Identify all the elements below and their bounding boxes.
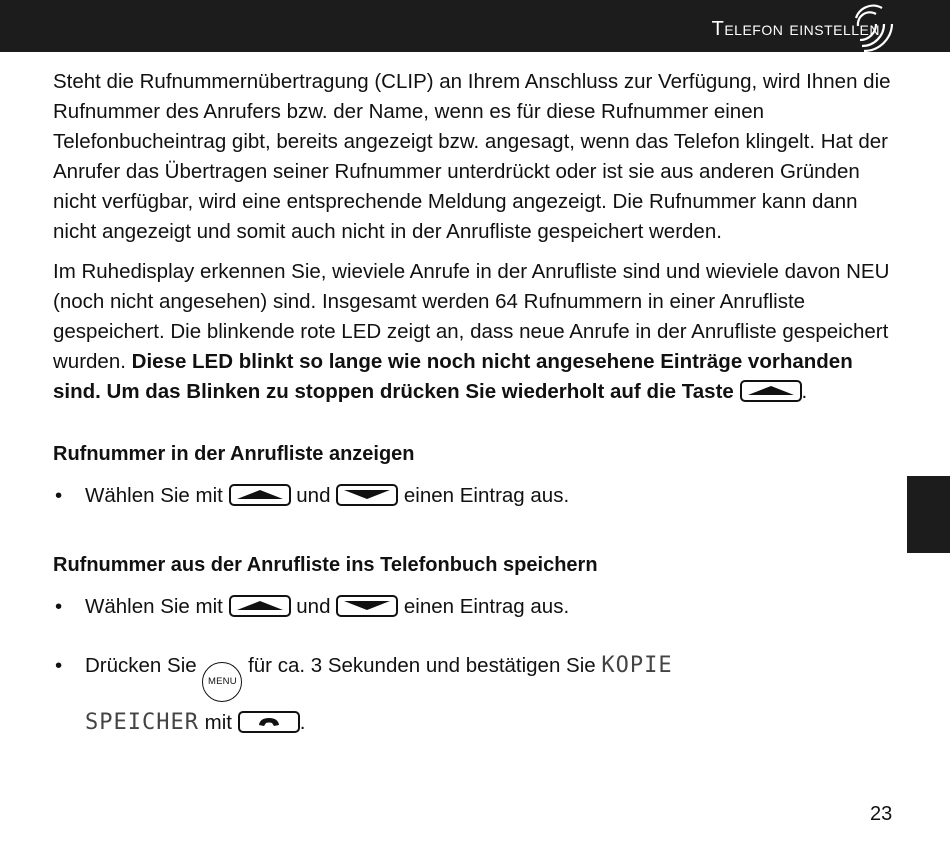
bullet-text-before: Wählen Sie mit xyxy=(85,484,223,507)
bullet-press-menu xyxy=(53,645,898,744)
section-heading-show-list: Rufnummer in der Anrufliste anzeigen xyxy=(53,443,415,465)
chapter-title: Telefon einstellen xyxy=(711,18,880,40)
menu-key-icon: MENU xyxy=(202,662,242,702)
bullet-text-middle: für ca. 3 Sekunden und bestätigen Sie xyxy=(248,654,596,677)
bullet-select-entry xyxy=(53,481,898,511)
concentric-rings-icon xyxy=(852,0,900,52)
bullet-text-after: einen Eintrag aus. xyxy=(403,484,570,507)
up-key-icon xyxy=(229,484,291,506)
lcd-text-speicher: SPEICHER xyxy=(85,710,199,735)
down-key-icon xyxy=(336,595,398,617)
paragraph-call-list-bold: Diese LED blinkt so lange wie noch nicht angesehene Einträge vorhanden sind. Um das Blinken zu stoppen drücken Sie wiederholt auf die Taste xyxy=(53,350,853,403)
page-number: 23 xyxy=(870,803,893,825)
up-key-icon xyxy=(229,595,291,617)
paragraph-clip: Steht die Rufnummernübertragung (CLIP) an Ihrem Anschluss zur Verfügung, wird Ihnen die Rufnummer des Anrufers bzw. der Name, wenn es für diese Rufnummer einen Telefonbucheintrag gibt, bereits angezeigt bzw. angesagt, wenn das Telefon klingelt. Hat der Anrufer das Übertragen seiner Rufnummer unterdrückt oder ist sie aus anderen Gründen nicht verfügbar, wird eine entsprechende Meldung angezeigt. Die Rufnummer kann dann nicht angezeigt und somit auch nicht in der Anrufliste gespeichert werden. xyxy=(53,70,891,243)
bullet-text-before: Wählen Sie mit xyxy=(85,595,223,618)
bullet-text-before: Drücken Sie xyxy=(85,654,197,677)
down-key-icon xyxy=(336,484,398,506)
bullet-text-mit: mit xyxy=(204,711,232,734)
section-heading-save-to-phonebook: Rufnummer aus der Anrufliste ins Telefonbuch speichern xyxy=(53,554,598,576)
lcd-text-kopie: KOPIE xyxy=(601,653,673,678)
page-content xyxy=(53,67,898,744)
bullet-dot: • xyxy=(55,595,63,618)
phone-key-icon xyxy=(238,711,300,733)
bullet-text-middle: und xyxy=(296,484,331,507)
bullet-dot: • xyxy=(55,484,63,507)
paragraph-call-list-text: Im Ruhedisplay erkennen Sie, wieviele Anrufe in der Anrufliste sind und wieviele davon NEU (noch nicht angesehen) sind. Insgesamt werden 64 Rufnummern in einer Anrufliste gespeichert. Die blinkende rote LED zeigt an, dass neue Anrufe in der Anrufliste gespeichert wurden. xyxy=(53,260,890,373)
bullet-text-end: . xyxy=(299,711,306,734)
bullet-select-entry xyxy=(53,592,898,622)
paragraph-call-list xyxy=(53,257,898,407)
paragraph-call-list-end: . xyxy=(801,380,808,403)
bullet-dot: • xyxy=(55,654,63,677)
bullet-text-after: einen Eintrag aus. xyxy=(403,595,570,618)
up-key-icon xyxy=(740,380,802,402)
bullet-text-middle: und xyxy=(296,595,331,618)
chapter-side-tab xyxy=(907,476,950,553)
